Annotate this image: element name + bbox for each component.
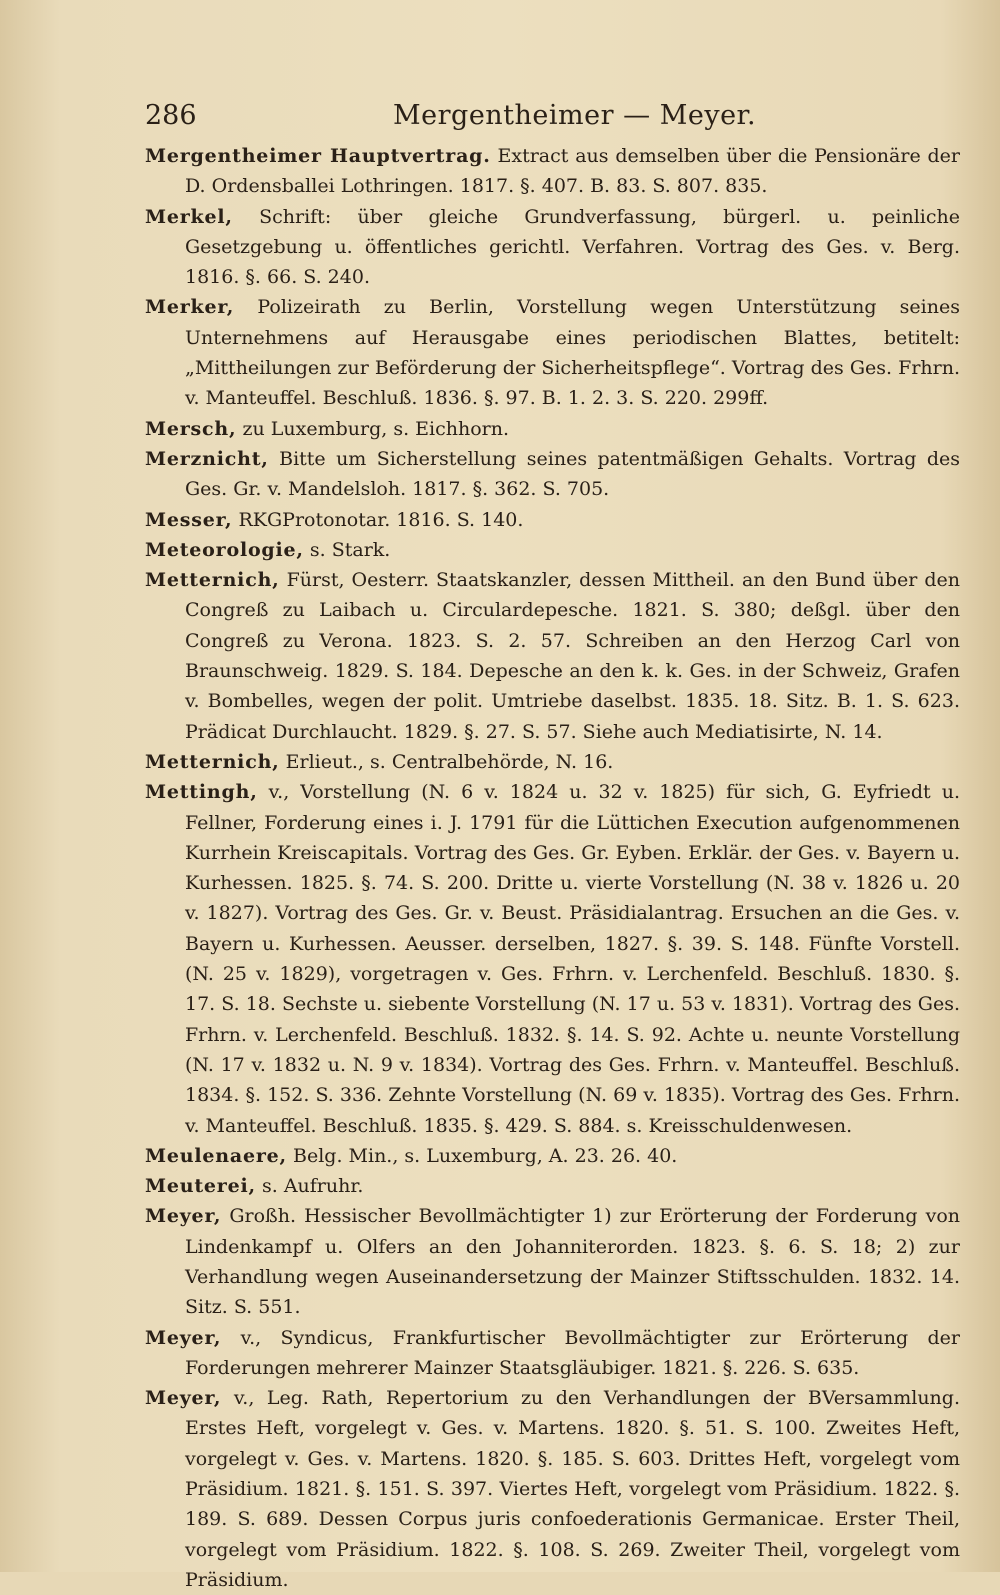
entry-head: Messer,: [145, 508, 233, 531]
entry-head: Meteorologie,: [145, 538, 304, 561]
entry-text: Bitte um Sicherstellung seines patentmäßigen Gehalts. Vortrag des Ges. Gr. v. Mandelsloh. 1817. §. 362. S. 705.: [185, 447, 960, 501]
entry-head: Mergentheimer Hauptvertrag.: [145, 145, 491, 167]
entry-text: Extract aus demselben über die Pensionäre der D. Ordensballei Lothringen. 1817. §. 407. B. 83. S. 807. 835.: [185, 145, 960, 198]
entry-text: s. Aufruhr.: [261, 1175, 364, 1198]
entry-text: zu Luxemburg, s. Eichhorn.: [242, 417, 510, 440]
index-entry: [145, 292, 960, 413]
index-entry: [145, 1171, 960, 1201]
index-entry: [145, 535, 960, 565]
entry-text: Belg. Min., s. Luxemburg, A. 23. 26. 40.: [293, 1144, 678, 1167]
page-header: [145, 98, 865, 138]
entry-text: v., Vorstellung (N. 6 v. 1824 u. 32 v. 1825) für sich, G. Eyfriedt u. Fellner, Forderung eines i. J. 1791 für die Lüttichen Execution aufgenommenen Kurrhein Kreiscapitals. Vortrag des Ges. Gr. Eyben. Erklär. der Ges. v. Bayern u. Kurhessen. 1825. §. 74. S. 200. Dritte u. vierte Vorstellung (N. 38 v. 1826 u. 20 v. 1827). Vortrag des Ges. Gr. v. Beust. Präsidialantrag. Ersuchen an die Ges. v. Bayern u. Kurhessen. Aeusser. derselben, 1827. §. 39. S. 148. Fünfte Vorstell. (N. 25 v. 1829), vorgetragen v. Ges. Frhrn. v. Lerchenfeld. Beschluß. 1830. §. 17. S. 18. Sechste u. siebente Vorstellung (N. 17 u. 53 v. 1831). Vortrag des Ges. Frhrn. v. Lerchenfeld. Beschluß. 1832. §. 14. S. 92. Achte u. neunte Vorstellung (N. 17 v. 1832 u. N. 9 v. 1834). Vortrag des Ges. Frhrn. v. Manteuffel. Beschluß. 1834. §. 152. S. 336. Zehnte Vorstellung (N. 69 v. 1835). Vortrag des Ges. Frhrn. v. Manteuffel. Beschluß. 1835. §. 429. S. 884. s. Kreisschuldenwesen.: [185, 781, 960, 1137]
entry-text: Polizeirath zu Berlin, Vorstellung wegen Unterstützung seines Unternehmens auf Herausgabe eines periodischen Blattes, betitelt: „Mittheilungen zur Beförderung der Sicherheitspflege“. Vortrag des Ges. Frhrn. v. Manteuffel. Beschluß. 1836. §. 97. B. 1. 2. 3. S. 220. 299ff.: [185, 296, 960, 410]
entry-text: s. Stark.: [309, 538, 391, 561]
entry-head: Metternich,: [145, 569, 280, 592]
entry-head: Metternich,: [145, 750, 280, 773]
entry-head: Meyer,: [145, 1326, 222, 1349]
entry-text: v., Leg. Rath, Repertorium zu den Verhandlungen der BVersammlung. Erstes Heft, vorgelegt v. Ges. v. Martens. 1820. §. 51. S. 100. Zweites Heft, vorgelegt v. Ges. v. Martens. 1820. §. 185. S. 603. Drittes Heft, vorgelegt vom Präsidium. 1821. §. 151. S. 397. Viertes Heft, vorgelegt vom Präsidium. 1822. §. 189. S. 689. Dessen Corpus juris confoederationis Germanicae. Erster Theil, vorgelegt vom Präsidium. 1822. §. 108. S. 269. Zweiter Theil, vorgelegt vom Präsidium.: [185, 1387, 960, 1591]
index-entries: [145, 141, 960, 1595]
index-entry: [145, 565, 960, 747]
index-entry: [145, 202, 960, 293]
index-entry: [145, 141, 960, 202]
index-entry: [145, 747, 960, 777]
page-number: 286: [145, 100, 197, 131]
entry-head: Merkel,: [145, 205, 233, 228]
entry-head: Merznicht,: [145, 447, 269, 470]
entry-head: Meulenaere,: [145, 1144, 287, 1167]
index-entry: [145, 444, 960, 505]
index-entry: [145, 777, 960, 1141]
entry-text: v., Syndicus, Frankfurtischer Bevollmächtigter zur Erörterung der Forderungen mehrerer Mainzer Staatsgläubiger. 1821. §. 226. S. 635.: [185, 1326, 960, 1379]
entry-text: Fürst, Oesterr. Staatskanzler, dessen Mittheil. an den Bund über den Congreß zu Laibach u. Circulardepesche. 1821. S. 380; deßgl. über den Congreß zu Verona. 1823. S. 2. 57. Schreiben an den Herzog Carl von Braunschweig. 1829. S. 184. Depesche an den k. k. Ges. in der Schweiz, Grafen v. Bombelles, wegen der polit. Umtriebe daselbst. 1835. 18. Sitz. B. 1. S. 623. Prädicat Durchlaucht. 1829. §. 27. S. 57. Siehe auch Mediatisirte, N. 14.: [185, 569, 961, 743]
entry-head: Meuterei,: [145, 1175, 256, 1198]
entry-head: Meyer,: [145, 1387, 222, 1410]
index-entry: [145, 414, 960, 444]
entry-text: Großh. Hessischer Bevollmächtigter 1) zur Erörterung der Forderung von Lindenkampf u. Olfers an den Johanniterorden. 1823. §. 6. S. 18; 2) zur Verhandlung wegen Auseinandersetzung der Mainzer Stiftsschulden. 1832. 14. Sitz. S. 551.: [185, 1205, 960, 1319]
index-entry: [145, 1383, 960, 1595]
entry-head: Meyer,: [145, 1205, 222, 1228]
entry-head: Merker,: [145, 296, 235, 319]
index-entry: [145, 1323, 960, 1384]
index-entry: [145, 505, 960, 535]
entry-head: Mersch,: [145, 417, 237, 440]
entry-text: Schrift: über gleiche Grundverfassung, bürgerl. u. peinliche Gesetzgebung u. öffentliches gerichtl. Verfahren. Vortrag des Ges. v. Berg. 1816. §. 66. S. 240.: [185, 205, 961, 289]
index-entry: [145, 1201, 960, 1322]
entry-text: RKGProtonotar. 1816. S. 140.: [238, 508, 524, 531]
index-entry: [145, 1141, 960, 1171]
entry-head: Mettingh,: [145, 781, 258, 804]
running-title: Mergentheimer — Meyer.: [393, 100, 757, 131]
entry-text: Erlieut., s. Centralbehörde, N. 16.: [285, 750, 614, 773]
